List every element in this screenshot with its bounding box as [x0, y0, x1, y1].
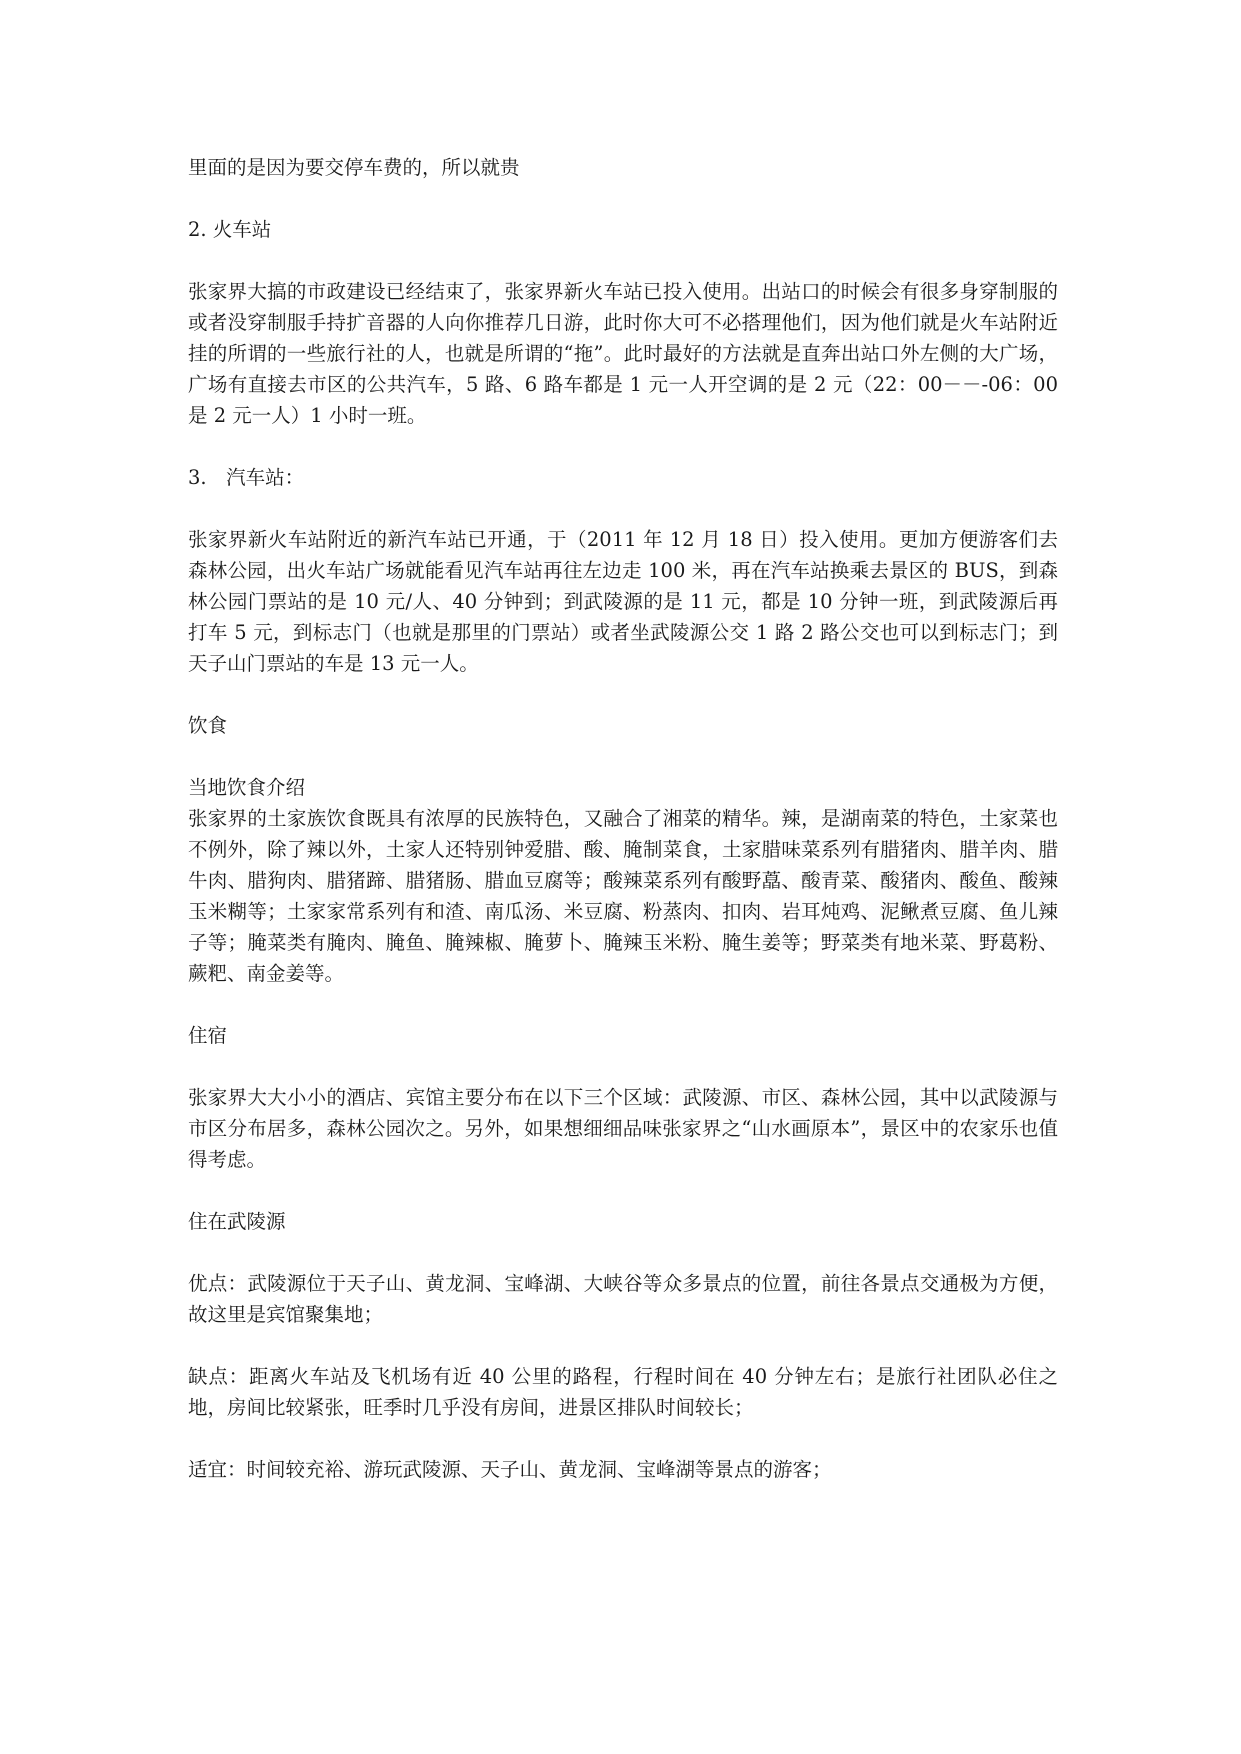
subheading-local-food: 当地饮食介绍 [188, 776, 306, 799]
paragraph-bus-station: 张家界新火车站附近的新汽车站已开通，于（2011 年 12 月 18 日）投入使用。更加方便游客们去森林公园，出火车站广场就能看见汽车站再往左边走 100 米，再在汽车站换乘去景区的 BUS，到森林公园门票站的是 10 元/人、40 分钟到；到武陵源的是 11 元，都是 10 分钟一班，到武陵源后再打车 5 元，到标志门（也就是那里的门票站）或者坐武陵源公交 1 路 2 路公交也可以到标志门；到天子山门票站的车是 13 元一人。 [188, 528, 1058, 675]
heading-lodging: 住宿 [188, 1024, 228, 1047]
paragraph-advantages: 优点：武陵源位于天子山、黄龙洞、宝峰湖、大峡谷等众多景点的位置，前往各景点交通极为方便，故这里是宾馆聚集地； [188, 1272, 1058, 1326]
heading-train-station: 2. 火车站 [188, 218, 272, 241]
heading-bus-station: 3. 汽车站： [188, 466, 305, 489]
paragraph-disadvantages: 缺点：距离火车站及飞机场有近 40 公里的路程，行程时间在 40 分钟左右；是旅行社团队必住之地，房间比较紧张，旺季时几乎没有房间，进景区排队时间较长； [188, 1365, 1058, 1419]
paragraph-train-station: 张家界大搞的市政建设已经结束了，张家界新火车站已投入使用。出站口的时候会有很多身穿制服的或者没穿制服手持扩音器的人向你推荐几日游，此时你大可不必搭理他们，因为他们就是火车站附近挂的所谓的一些旅行社的人，也就是所谓的“拖”。此时最好的方法就是直奔出站口外左侧的大广场，广场有直接去市区的公共汽车，5 路、6 路车都是 1 元一人开空调的是 2 元（22：00－－-06：00 是 2 元一人）1 小时一班。 [188, 280, 1058, 427]
paragraph-parking-note: 里面的是因为要交停车费的，所以就贵 [188, 156, 520, 179]
heading-stay-wulingyuan: 住在武陵源 [188, 1210, 286, 1233]
paragraph-local-food: 张家界的土家族饮食既具有浓厚的民族特色，又融合了湘菜的精华。辣，是湖南菜的特色，土家菜也不例外，除了辣以外，土家人还特别钟爱腊、酸、腌制菜食，土家腊味菜系列有腊猪肉、腊羊肉、腊牛肉、腊狗肉、腊猪蹄、腊猪肠、腊血豆腐等；酸辣菜系列有酸野藠、酸青菜、酸猪肉、酸鱼、酸辣玉米糊等；土家家常系列有和渣、南瓜汤、米豆腐、粉蒸肉、扣肉、岩耳炖鸡、泥鳅煮豆腐、鱼儿辣子等；腌菜类有腌肉、腌鱼、腌辣椒、腌萝卜、腌辣玉米粉、腌生姜等；野菜类有地米菜、野葛粉、蕨粑、南金姜等。 [188, 807, 1058, 985]
paragraph-lodging: 张家界大大小小的酒店、宾馆主要分布在以下三个区域：武陵源、市区、森林公园，其中以武陵源与市区分布居多，森林公园次之。另外，如果想细细品味张家界之“山水画原本”，景区中的农家乐也值得考虑。 [188, 1086, 1058, 1171]
heading-food: 饮食 [188, 714, 228, 737]
document-body [188, 152, 1058, 1516]
paragraph-suitable-for: 适宜：时间较充裕、游玩武陵源、天子山、黄龙洞、宝峰湖等景点的游客； [188, 1458, 832, 1481]
